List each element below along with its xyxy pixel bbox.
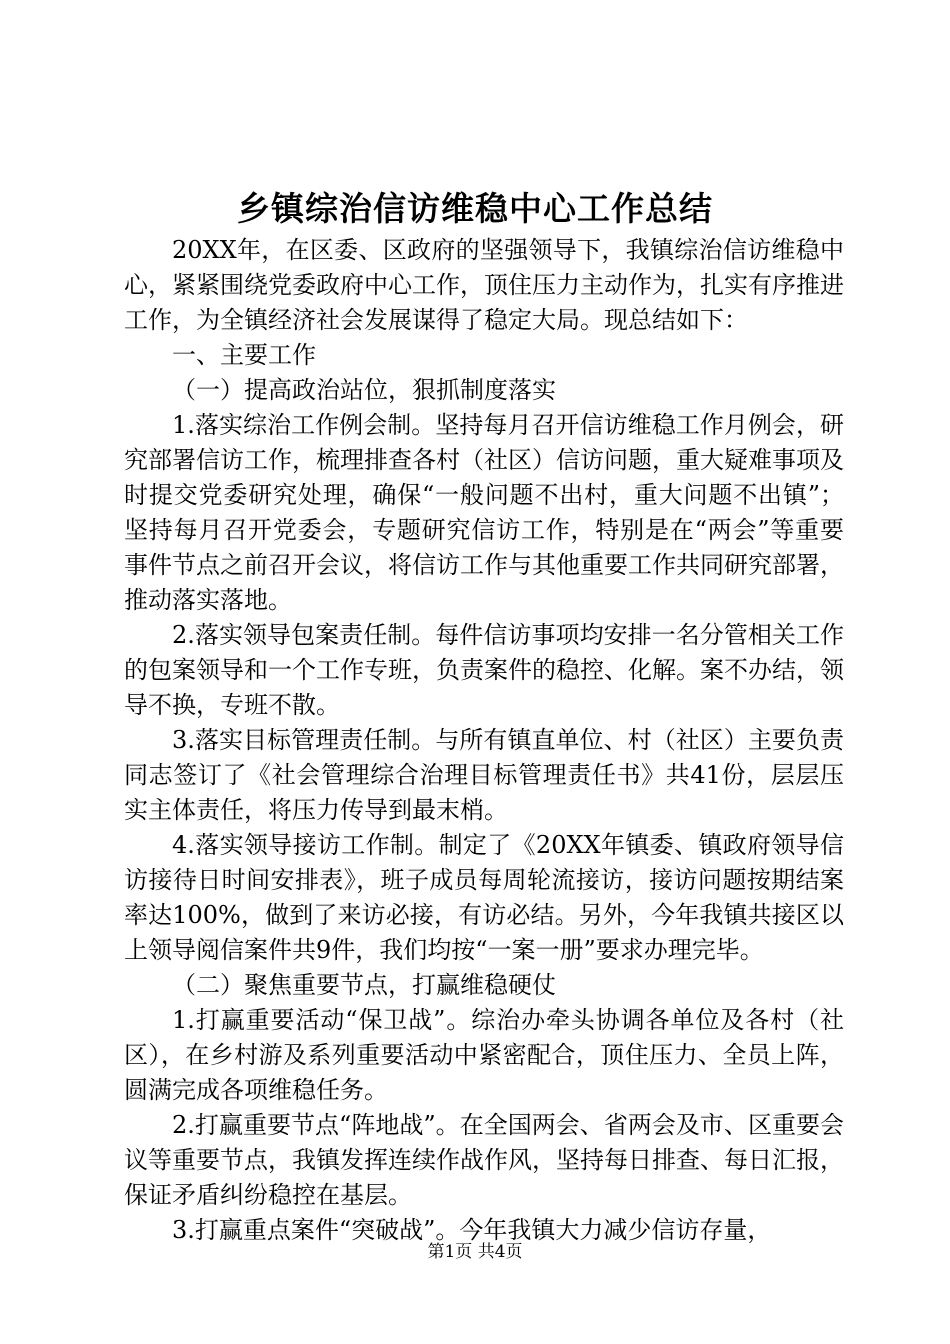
paragraph-item-1-3: 3.落实目标管理责任制。与所有镇直单位、村（社区）主要负责同志签订了《社会管理综合治理目标管理责任书》共41份，层层压实主体责任，将压力传导到最末梢。 — [124, 726, 844, 824]
paragraph-item-1-4: 4.落实领导接访工作制。制定了《20XX年镇委、镇政府领导信访接待日时间安排表》，班子成员每周轮流接访，接访问题按期结案率达100%，做到了来访必接，有访必结。另外，今年我镇共接区以上领导阅信案件共9件，我们均按“一案一册”要求办理完毕。 — [124, 831, 844, 964]
intro-paragraph: 20XX年，在区委、区政府的坚强领导下，我镇综治信访维稳中心，紧紧围绕党委政府中心工作，顶住压力主动作为，扎实有序推进工作，为全镇经济社会发展谋得了稳定大局。现总结如下： — [124, 236, 844, 334]
paragraph-item-2-1: 1.打赢重要活动“保卫战”。综治办牵头协调各单位及各村（社区），在乡村游及系列重要活动中紧密配合，顶住压力、全员上阵，圆满完成各项维稳任务。 — [124, 1006, 844, 1104]
paragraph-item-2-2: 2.打赢重要节点“阵地战”。在全国两会、省两会及市、区重要会议等重要节点，我镇发挥连续作战作风，坚持每日排查、每日汇报，保证矛盾纠纷稳控在基层。 — [124, 1111, 844, 1209]
paragraph-item-1-2: 2.落实领导包案责任制。每件信访事项均安排一名分管相关工作的包案领导和一个工作专班，负责案件的稳控、化解。案不办结，领导不换，专班不散。 — [124, 621, 844, 719]
document-title: 乡镇综治信访维稳中心工作总结 — [237, 189, 713, 228]
section-heading-main-work: 一、主要工作 — [172, 341, 316, 369]
page-number-footer: 第1页 共4页 — [427, 1242, 523, 1262]
paragraph-item-1-1: 1.落实综治工作例会制。坚持每月召开信访维稳工作月例会，研究部署信访工作，梳理排查各村（社区）信访问题，重大疑难事项及时提交党委研究处理，确保“一般问题不出村，重大问题不出镇”；坚持每月召开党委会，专题研究信访工作，特别是在“两会”等重要事件节点之前召开会议，将信访工作与其他重要工作共同研究部署，推动落实落地。 — [124, 411, 844, 614]
paragraph-item-2-3: 3.打赢重点案件“突破战”。今年我镇大力减少信访存量， — [172, 1216, 772, 1244]
subsection-heading-1: （一）提高政治站位，狠抓制度落实 — [172, 376, 556, 404]
document-body — [124, 233, 844, 1248]
subsection-heading-2: （二）聚焦重要节点，打赢维稳硬仗 — [172, 971, 556, 999]
